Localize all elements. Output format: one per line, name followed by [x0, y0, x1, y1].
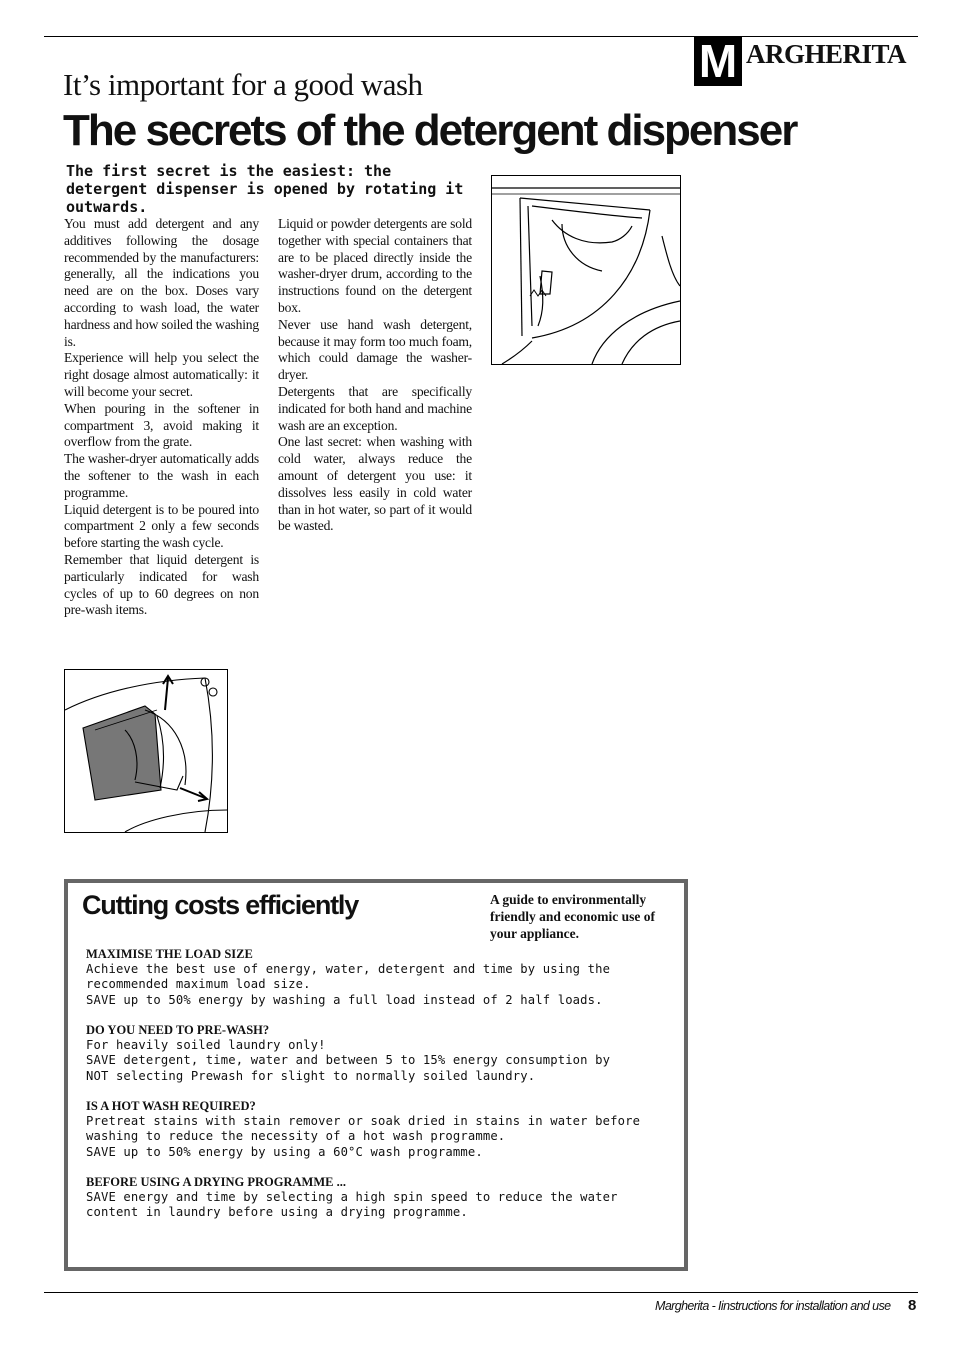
tip-section — [86, 1023, 666, 1084]
tip-body: Pretreat stains with stain remover or soak dried in stains in water before washing to reduce the necessity of a hot wash programme. SAVE up to 50% energy by using a 60°C wash programme. — [86, 1114, 641, 1159]
tip-heading: BEFORE USING A DRYING PROGRAMME ... — [86, 1175, 346, 1189]
brand-logo-mark: M — [694, 36, 742, 86]
paragraph: Liquid or powder detergents are sold together with special containers that are to be placed directly inside the washer-dryer drum, according to the instructions found on the detergent box. — [278, 216, 472, 315]
text-column-right — [278, 216, 472, 535]
tip-body: Achieve the best use of energy, water, detergent and time by using the recommended maximum load size. SAVE up to 50% energy by washing a full load instead of 2 half loads. — [86, 962, 611, 1007]
page-subtitle: It’s important for a good wash — [63, 67, 423, 102]
paragraph: Liquid detergent is to be poured into compartment 2 only a few seconds before starting the wash cycle. — [64, 501, 259, 551]
footer-caption: Margherita - Iinstructions for installation and use — [655, 1299, 891, 1313]
tip-section — [86, 1175, 666, 1221]
text-column-left — [64, 216, 259, 619]
tip-heading: IS A HOT WASH REQUIRED? — [86, 1099, 256, 1113]
tip-section — [86, 947, 666, 1008]
paragraph: Remember that liquid detergent is particularly indicated for wash cycles of up to 60 degrees on non pre-wash items. — [64, 551, 259, 618]
paragraph: When pouring in the softener in compartment 3, avoid making it overflow from the grate. — [64, 400, 259, 450]
paragraph: Never use hand wash detergent, because it may form too much foam, which could damage the washer-dryer. — [278, 316, 472, 383]
brand-logo-text: ARGHERITA — [746, 39, 907, 69]
paragraph: The washer-dryer automatically adds the softener to the wash in each programme. — [64, 451, 259, 500]
paragraph: One last secret: when washing with cold water, always reduce the amount of detergent you use: it dissolves less easily in cold water than in hot water, so part of it would be wasted. — [278, 434, 472, 534]
dispenser-illustration — [491, 175, 681, 365]
page-title: The secrets of the detergent dispenser — [63, 106, 797, 155]
paragraph: Detergents that are specifically indicated for both hand and machine wash are an exception. — [278, 383, 472, 433]
bottom-rule — [44, 1292, 918, 1293]
tip-section — [86, 1099, 666, 1160]
dispenser-opening-illustration — [64, 669, 228, 833]
top-rule — [44, 36, 918, 37]
tip-heading: DO YOU NEED TO PRE-WASH? — [86, 1023, 270, 1037]
tip-body: For heavily soiled laundry only! SAVE detergent, time, water and between 5 to 15% energy consumption by NOT selecting Prewash for slight to normally soiled laundry. — [86, 1038, 611, 1083]
panel-title: Cutting costs efficiently — [82, 890, 359, 920]
intro-text: The first secret is the easiest: the detergent dispenser is opened by rotating it outwards. — [66, 162, 464, 216]
panel-tagline: A guide to environmentally friendly and economic use of your appliance. — [490, 892, 655, 941]
paragraph: You must add detergent and any additives following the dosage recommended by the manufacturers: generally, all the indications you need are on the box. Doses vary according to wash load, the water hardness and how soiled the washing is. — [64, 216, 259, 349]
tip-heading: MAXIMISE THE LOAD SIZE — [86, 947, 253, 961]
page-number: 8 — [908, 1297, 917, 1314]
tip-body: SAVE energy and time by selecting a high spin speed to reduce the water content in laundry before using a drying programme. — [86, 1190, 618, 1220]
paragraph: Experience will help you select the right dosage almost automatically: it will become your secret. — [64, 350, 259, 399]
